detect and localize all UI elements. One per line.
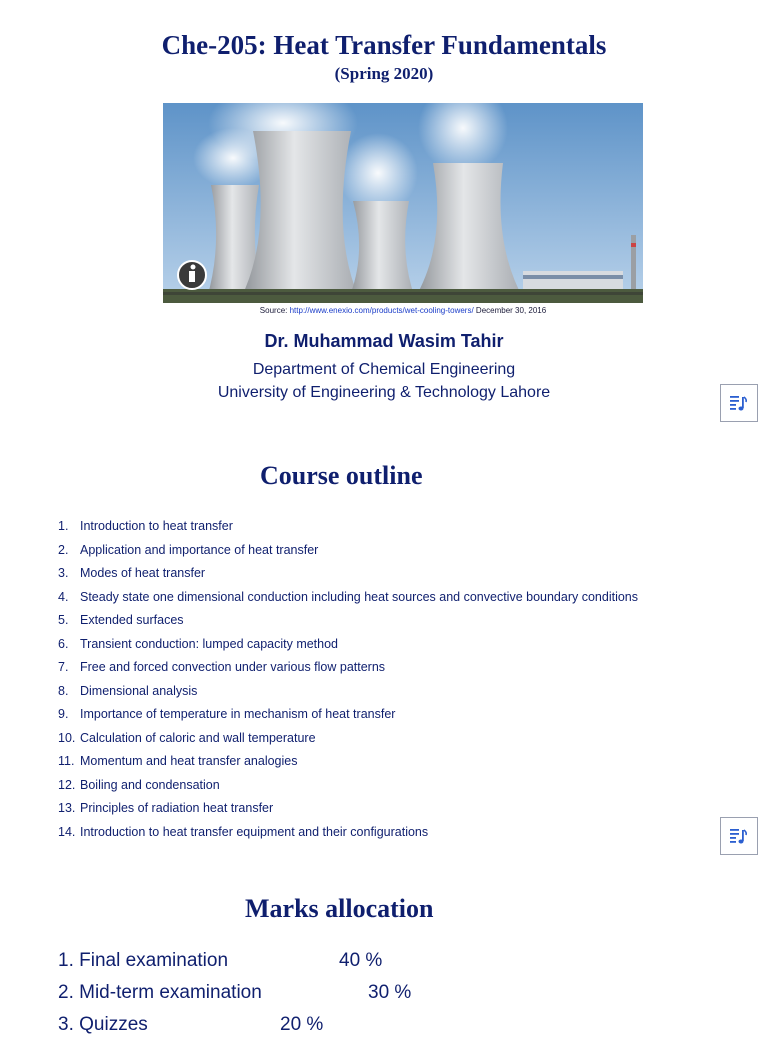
document-title: Che-205: Heat Transfer Fundamentals (161, 30, 607, 60)
audio-button[interactable] (720, 384, 758, 422)
source-prefix: Source: (259, 306, 288, 315)
list-item (58, 950, 383, 982)
list-item: 4. Steady state one dimensional conduction including heat sources and convective boundary conditions (58, 589, 639, 604)
list-item: 1. Introduction to heat transfer (58, 519, 233, 533)
list-item: 13. Principles of radiation heat transfer (58, 801, 274, 815)
list-item: 14. Introduction to heat transfer equipment and their configurations (58, 824, 429, 839)
document-subtitle: (Spring 2020) (334, 64, 434, 83)
marks-label: 3. Quizzes (58, 1014, 148, 1035)
list-item: 8. Dimensional analysis (58, 683, 198, 698)
audio-button[interactable] (720, 817, 758, 855)
list-item: 9. Importance of temperature in mechanism of heat transfer (58, 707, 396, 721)
university-name: University of Engineering & Technology Lahore (217, 384, 551, 401)
list-item (58, 982, 412, 1014)
author-name: Dr. Muhammad Wasim Tahir (264, 331, 504, 351)
list-item: 7. Free and forced convection under various flow patterns (58, 660, 386, 674)
image-source-caption (163, 306, 643, 315)
marks-label: 1. Final examination (58, 950, 229, 971)
marks-value: 40 % (339, 950, 383, 971)
audio-playlist-icon (729, 826, 749, 846)
cooling-towers-photo (163, 103, 643, 303)
list-item: 3. Modes of heat transfer (58, 566, 206, 580)
list-item: 6. Transient conduction: lumped capacity method (58, 636, 339, 651)
marks-value: 20 % (280, 1014, 324, 1035)
info-icon[interactable] (178, 261, 206, 289)
marks-value: 30 % (368, 982, 412, 1003)
course-outline-heading: Course outline (260, 461, 423, 490)
list-item: 5. Extended surfaces (58, 613, 184, 627)
list-item: 11. Momentum and heat transfer analogies (58, 754, 298, 768)
department-name: Department of Chemical Engineering (252, 361, 516, 378)
list-item: 10. Calculation of caloric and wall temperature (58, 730, 316, 745)
source-link[interactable]: http://www.enexio.com/products/wet-cooling-towers/ (289, 306, 474, 315)
list-item: 12. Boiling and condensation (58, 777, 220, 792)
source-date: December 30, 2016 (475, 306, 547, 315)
marks-label: 2. Mid-term examination (58, 982, 262, 1003)
marks-allocation-heading: Marks allocation (245, 894, 434, 923)
list-item (58, 1014, 324, 1046)
marks-allocation-list (58, 950, 412, 1046)
course-outline-list (58, 516, 638, 845)
list-item: 2. Application and importance of heat transfer (58, 542, 319, 557)
audio-playlist-icon (729, 393, 749, 413)
